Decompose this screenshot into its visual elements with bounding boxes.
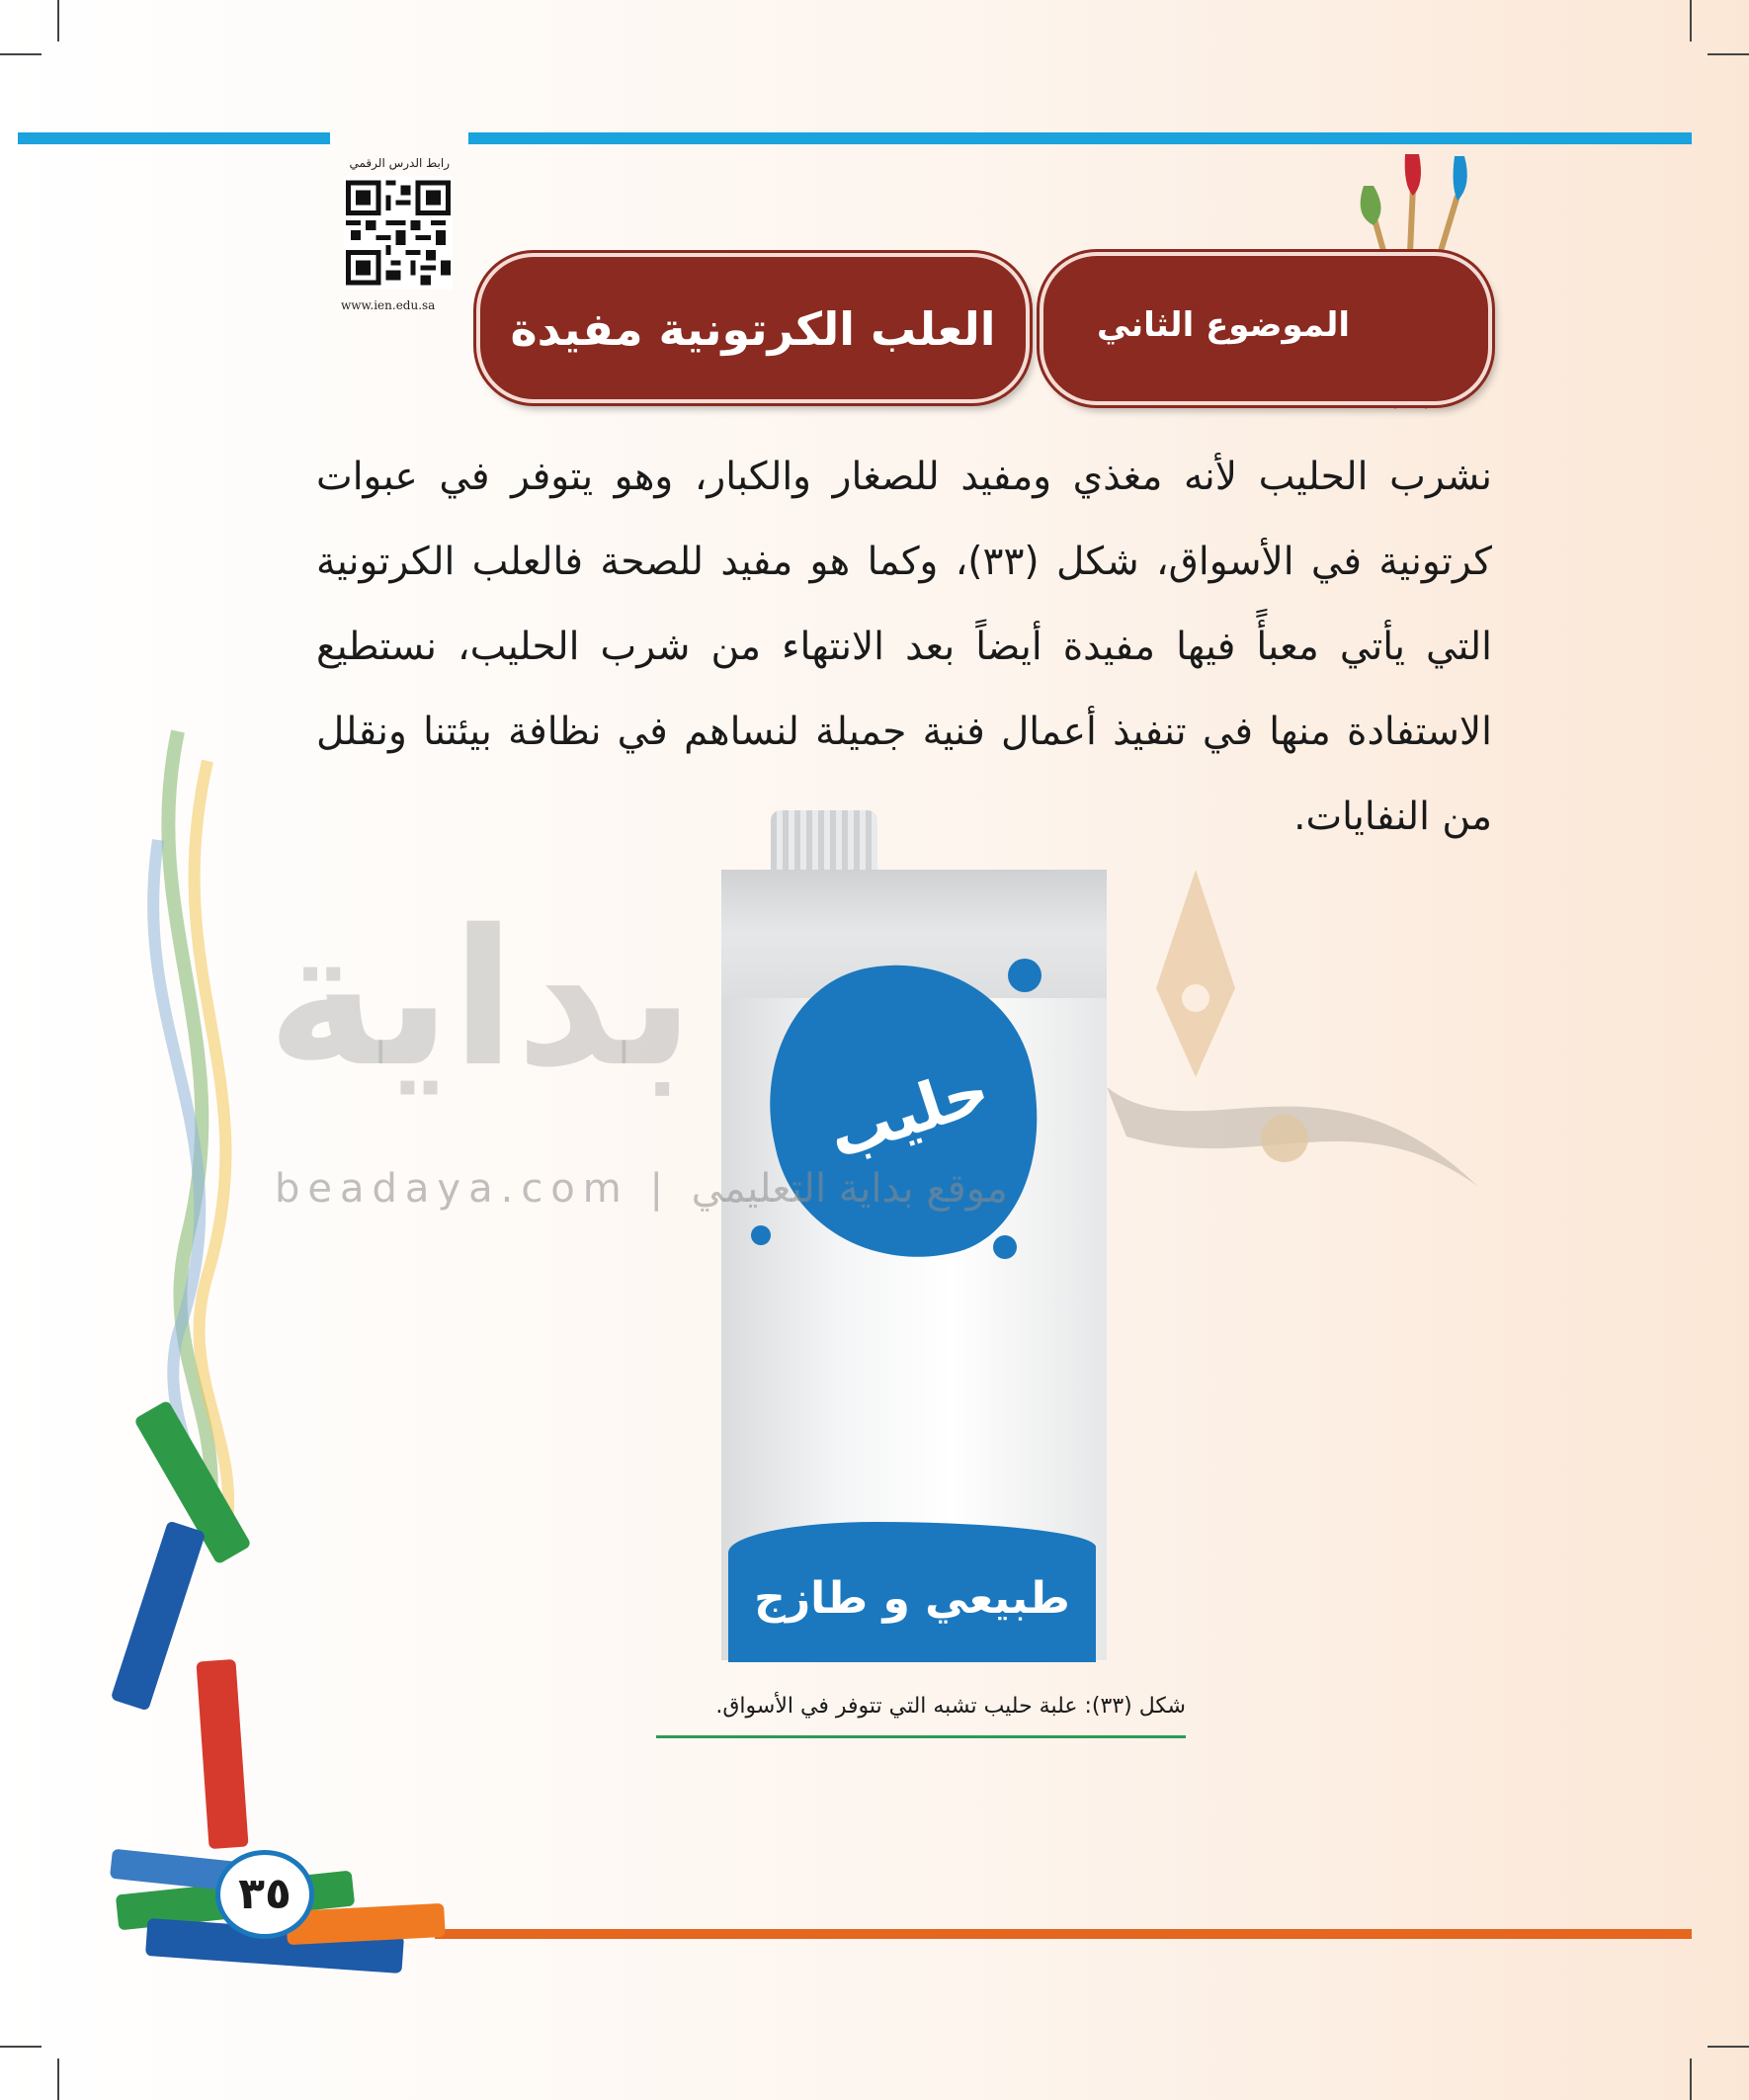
splash-drop [993, 1235, 1017, 1259]
top-accent-line-right [468, 132, 1692, 144]
qr-caption: رابط الدرس الرقمي [349, 156, 450, 170]
crop-mark [1707, 53, 1749, 55]
qr-url[interactable]: www.ien.edu.sa [341, 298, 436, 312]
page-number: ٣٥ [215, 1850, 314, 1939]
carton-label: طبيعي و طازج [754, 1573, 1070, 1624]
crop-mark [1690, 2058, 1692, 2100]
lesson-paragraph: نشرب الحليب لأنه مغذي ومفيد للصغار والكبار، وهو يتوفر في عبوات كرتونية في الأسواق، شكل (٣٣)، وكما هو مفيد للصحة فالعلب الكرتونية التي يأتي معبأً فيها مفيدة أيضاً بعد الانتهاء من شرب الحليب، نستطيع الاستفادة منها في تنفيذ أعمال فنية جميلة لنساهم في نظافة بيئتنا ونقلل من النفايات. [316, 455, 1492, 839]
crop-mark [57, 0, 59, 42]
red-crayon [196, 1659, 248, 1849]
pen-nib-icon [1107, 860, 1482, 1196]
lesson-title: العلب الكرتونية مفيدة [510, 302, 996, 356]
crop-mark [0, 53, 42, 55]
blue-crayon [111, 1520, 207, 1711]
crop-mark [57, 2058, 59, 2100]
crop-mark [0, 2046, 42, 2048]
caption-underline [656, 1735, 1186, 1738]
crop-mark [1690, 0, 1692, 42]
lesson-title-banner [476, 253, 1030, 403]
top-accent-line-left [18, 132, 330, 144]
splash-drop [751, 1225, 771, 1245]
watermark-subtitle: beadaya.com | موقع بداية التعليمي [275, 1166, 1008, 1212]
topic-label-banner [1040, 252, 1492, 405]
watermark-brand: بداية [267, 889, 695, 1108]
crop-mark [1707, 2046, 1749, 2048]
figure-caption: شكل (٣٣): علبة حليب تشبه التي تتوفر في الأسواق. [715, 1694, 1186, 1719]
splash-drop [1008, 959, 1041, 992]
carton-word: حليب [819, 1053, 999, 1174]
bottom-accent-line [435, 1929, 1692, 1939]
qr-code-icon[interactable] [344, 176, 453, 290]
topic-label: الموضوع الثاني [1097, 305, 1350, 345]
ribbon-decoration [119, 721, 296, 1532]
